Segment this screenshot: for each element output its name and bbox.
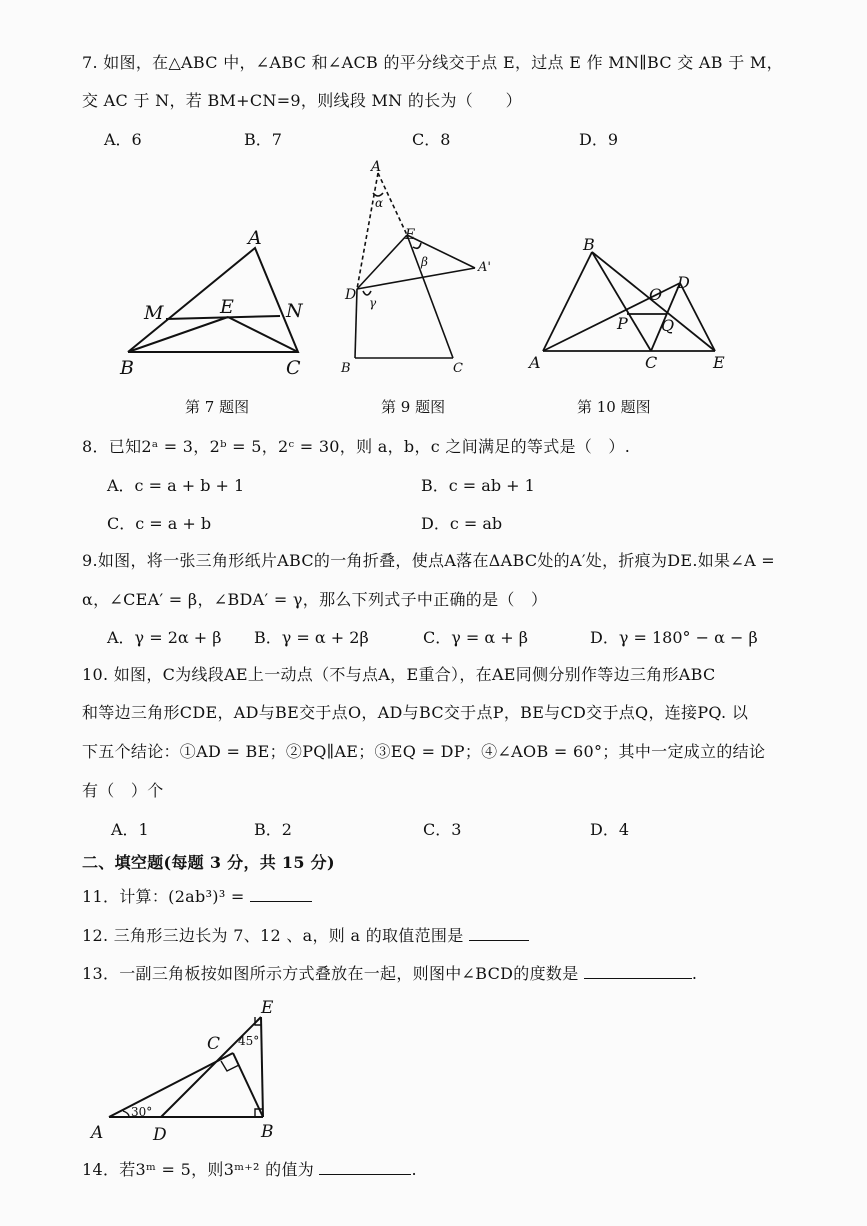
fig13-label-d: D	[153, 1125, 167, 1145]
fig9-label-gamma: γ	[369, 296, 377, 310]
q7-line2: 交 AC 于 N，若 BM+CN=9，则线段 MN 的长为（ ）	[82, 91, 522, 110]
fig10-label-o: O	[649, 285, 663, 304]
q10-option-a: A．1	[111, 820, 149, 839]
q9-option-a: A．γ = 2α + β	[107, 628, 222, 647]
figure-7	[110, 220, 320, 385]
fig7-caption: 第 7 题图	[185, 398, 250, 416]
q8-option-d: D．c = ab	[421, 514, 503, 533]
fig9-label-a-prime: A'	[478, 260, 491, 275]
fig10-caption: 第 10 题图	[577, 398, 651, 416]
fig9-label-b: B	[341, 361, 351, 376]
q10-line2: 和等边三角形CDE，AD与BE交于点O，AD与BC交于点P，BE与CD交于点Q，连接PQ. 以	[82, 703, 749, 722]
q9-option-d: D．γ = 180° − α − β	[590, 628, 758, 647]
fig13-label-45: 45°	[238, 1034, 260, 1048]
q10-line4: 有（ ）个	[82, 781, 164, 800]
q13	[82, 961, 697, 984]
q8-option-c: C．c = a + b	[107, 514, 212, 533]
q10-line3: 下五个结论：①AD = BE；②PQ∥AE；③EQ = DP；④∠AOB = 60°；其中一定成立的结论	[82, 742, 766, 761]
q7-option-b: B．7	[244, 130, 282, 149]
q14-answer-blank	[319, 1160, 411, 1175]
q12-answer-blank	[469, 926, 529, 941]
q14	[82, 1157, 417, 1180]
q9-option-c: C．γ = α + β	[423, 628, 529, 647]
fig7-label-c: C	[286, 357, 301, 379]
q12-text: 12. 三角形三边长为 7、12 、a，则 a 的取值范围是	[82, 926, 464, 945]
q13-answer-blank	[584, 964, 692, 979]
fig9-label-e: E	[405, 227, 416, 243]
q9-line2: α，∠CEA′ = β，∠BDA′ = γ，那么下列式子中正确的是（ ）	[82, 590, 548, 609]
fig13-label-c: C	[207, 1034, 221, 1054]
fig10-label-b: B	[583, 235, 595, 254]
q10-option-d: D．4	[590, 820, 630, 839]
q14-text: 14．若3ᵐ = 5，则3ᵐ⁺² 的值为	[82, 1160, 315, 1179]
q7-option-c: C．8	[412, 130, 451, 149]
fig7-label-a: A	[248, 227, 262, 249]
fig10-label-a: A	[529, 353, 541, 372]
q10-option-c: C．3	[423, 820, 462, 839]
fig10-label-q: Q	[661, 316, 675, 335]
q11-text: 11．计算：(2ab³)³ =	[82, 887, 245, 906]
figure-13	[85, 995, 290, 1145]
section-2-title: 二、填空题(每题 3 分，共 15 分)	[82, 853, 335, 872]
q11	[82, 884, 312, 907]
q10-option-b: B．2	[254, 820, 292, 839]
q13-end: .	[691, 964, 698, 983]
fig9-label-beta: β	[421, 255, 428, 269]
q9-line1: 9.如图，将一张三角形纸片ABC的一角折叠，使点A落在ΔABC处的A′处，折痕为DE.如果∠A =	[82, 551, 776, 570]
q10-line1: 10. 如图，C为线段AE上一动点（不与点A，E重合），在AE同侧分别作等边三角形ABC	[82, 665, 716, 684]
q8-option-a: A．c = a + b + 1	[107, 476, 245, 495]
q13-text: 13．一副三角板按如图所示方式叠放在一起，则图中∠BCD的度数是	[82, 964, 579, 983]
fig9-label-d: D	[345, 287, 357, 303]
q9-option-b: B．γ = α + 2β	[254, 628, 369, 647]
fig7-label-m: M	[144, 302, 164, 324]
fig9-label-alpha: α	[375, 196, 384, 210]
q7-option-d: D．9	[579, 130, 619, 149]
fig7-label-b: B	[120, 357, 134, 379]
figure-10	[525, 232, 740, 377]
fig9-caption: 第 9 题图	[381, 398, 446, 416]
fig10-label-c: C	[645, 353, 658, 372]
q8-stem: 8．已知2ᵃ = 3，2ᵇ = 5，2ᶜ = 30，则 a，b，c 之间满足的等式是（ ）.	[82, 437, 631, 456]
fig13-label-30: 30°	[131, 1105, 153, 1119]
fig13-label-a: A	[91, 1123, 104, 1143]
q7-option-a: A．6	[104, 130, 142, 149]
fig13-label-b: B	[261, 1122, 274, 1142]
q11-answer-blank	[250, 887, 312, 902]
q12	[82, 923, 529, 946]
fig10-label-e: E	[713, 353, 725, 372]
q14-end: .	[411, 1160, 417, 1179]
fig10-label-p: P	[617, 314, 628, 333]
fig13-label-e: E	[261, 998, 274, 1018]
fig7-label-e: E	[220, 296, 234, 318]
q7-line1: 7. 如图，在△ABC 中，∠ABC 和∠ACB 的平分线交于点 E，过点 E 作 MN∥BC 交 AB 于 M，	[82, 53, 783, 72]
fig9-label-c: C	[453, 361, 463, 376]
fig10-label-d: D	[677, 273, 690, 292]
figure-9	[335, 155, 495, 380]
fig9-label-a: A	[371, 159, 382, 175]
q8-option-b: B．c = ab + 1	[421, 476, 535, 495]
fig7-label-n: N	[286, 300, 303, 322]
